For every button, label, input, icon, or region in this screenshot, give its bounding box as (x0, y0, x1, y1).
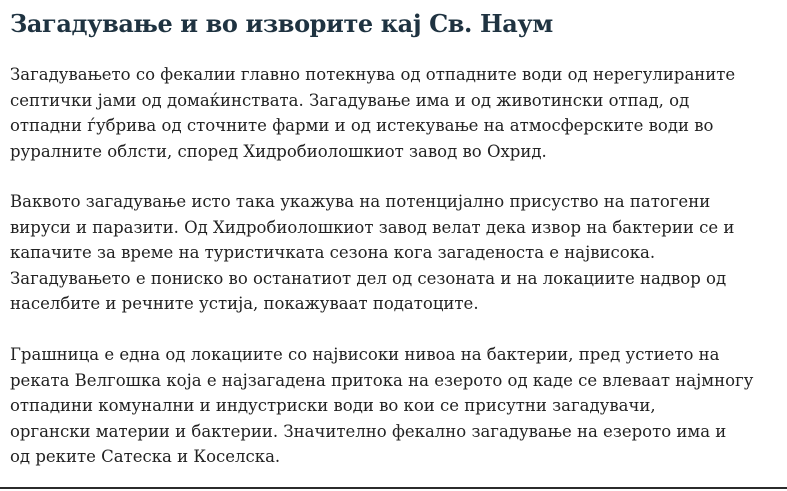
text-line: Грашница е една од локациите со највисоки нивоа на бактерии, пред устието на (10, 345, 720, 364)
article (10, 0, 780, 467)
text-line: Загадувањето со фекалии главно потекнува од отпадните води од нерегулираните (10, 65, 736, 84)
text-line: населбите и речните устија, покажуваат податоците. (10, 294, 479, 314)
text-line: Ваквото загадување исто така укажува на потенцијално присуство на патогени (10, 192, 711, 211)
text-line: органски материи и бактерии. Значително фекално загадување на езерото има и (10, 421, 727, 441)
paragraph-pollution-sources (10, 62, 735, 164)
paragraph-grashnica (10, 342, 753, 470)
text-line: отпадни ѓубрива од сточните фарми и од истекување на атмосферските води во (10, 116, 714, 136)
text-line: отпадини комунални и индустриски води во кои се присутни загадувачи, (10, 396, 656, 416)
text-line: руралните облсти, според Хидробиолошкиот завод во Охрид. (10, 141, 547, 161)
text-line: капачите за време на туристичката сезона кога загаденоста е највисока. (10, 243, 656, 263)
text-line: вируси и паразити. Од Хидробиолошкиот завод велат дека извор на бактерии се и (10, 217, 735, 237)
paragraph-pathogens (10, 189, 734, 317)
text-line: реката Велгошка која е најзагадена притока на езерото од каде се влеваат најмногу (10, 370, 754, 390)
text-line: септички јами од домаќинствата. Загадување има и од животински отпад, од (10, 90, 690, 110)
bottom-divider (0, 487, 787, 489)
text-line: Загадувањето е пониско во останатиот дел од сезоната и на локациите надвор од (10, 268, 727, 288)
article-heading: Загадување и во изворите кај Св. Наум (10, 9, 553, 38)
text-line: од реките Сатеска и Коселска. (10, 447, 281, 467)
